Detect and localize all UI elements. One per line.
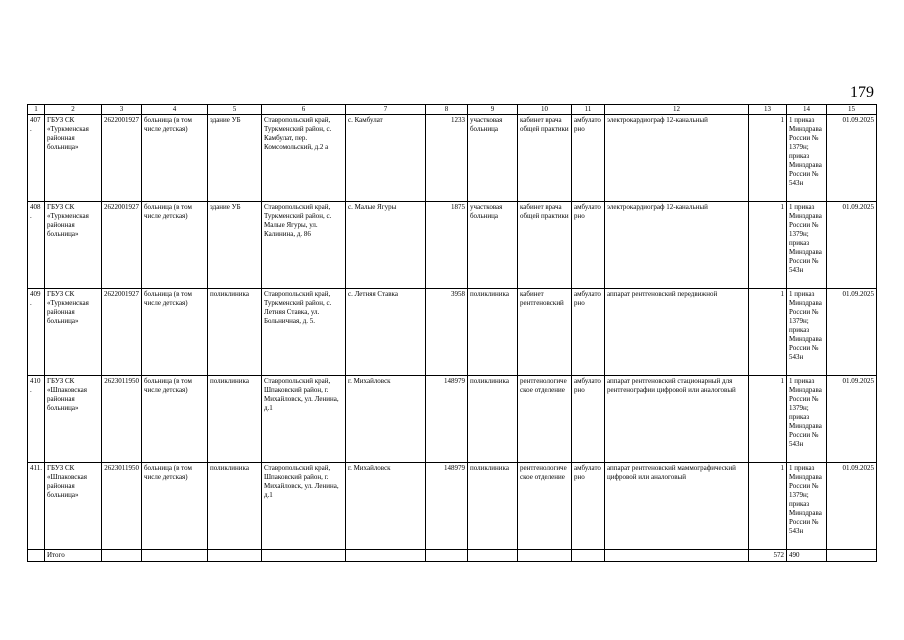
order [787, 463, 827, 550]
date: 01.09.2025 [827, 376, 877, 463]
building: поликлиника [208, 289, 262, 376]
column-header: 10 [518, 105, 572, 115]
quantity-13: 1 [749, 463, 787, 550]
quantity-14: 1 [789, 203, 793, 211]
population: 1233 [426, 115, 468, 202]
care-form: амбулаторно [572, 115, 605, 202]
order-text: приказ Минздрава России № 1379н; приказ Минздрава России № 543н [789, 464, 822, 535]
order-text: приказ Минздрава России № 1379н; приказ Минздрава России № 543н [789, 203, 822, 274]
unit: участковая больница [468, 115, 518, 202]
column-header: 14 [787, 105, 827, 115]
table-row [28, 463, 877, 550]
quantity-13: 1 [749, 376, 787, 463]
building: здание УБ [208, 202, 262, 289]
address: Ставропольский край, Туркменский район, с. Летняя Ставка, ул. Больничная, д. 5. [262, 289, 346, 376]
organization: ГБУЗ СК «Туркменская районная больница» [45, 202, 102, 289]
column-header: 15 [827, 105, 877, 115]
order [787, 115, 827, 202]
row-number: 408. [28, 202, 45, 289]
column-header: 12 [605, 105, 749, 115]
equipment: электрокардиограф 12-канальный [605, 115, 749, 202]
department: рентгенологическое отделение [518, 463, 572, 550]
column-header: 7 [346, 105, 426, 115]
order [787, 202, 827, 289]
equipment-table [27, 104, 877, 562]
unit: поликлиника [468, 463, 518, 550]
inn: 2622001927 [102, 289, 142, 376]
column-header: 1 [28, 105, 45, 115]
address: Ставропольский край, Шпаковский район, г. Михайловск, ул. Ленина, д.1 [262, 463, 346, 550]
column-number-row [28, 105, 877, 115]
equipment: аппарат рентгеновский стационарный для рентгенографии цифровой или аналоговый [605, 376, 749, 463]
building: поликлиника [208, 463, 262, 550]
unit: поликлиника [468, 376, 518, 463]
column-header: 9 [468, 105, 518, 115]
row-number: 409. [28, 289, 45, 376]
row-number: 411. [28, 463, 45, 550]
quantity-14: 1 [789, 464, 793, 472]
quantity-14: 1 [789, 116, 793, 124]
settlement: с. Малые Ягуры [346, 202, 426, 289]
population: 1875 [426, 202, 468, 289]
organization: ГБУЗ СК «Шпаковская районная больница» [45, 463, 102, 550]
inn: 2623011950 [102, 463, 142, 550]
table-row [28, 376, 877, 463]
page-number: 179 [850, 84, 874, 101]
total-quantity-14: 490 [787, 550, 827, 562]
care-form: амбулаторно [572, 202, 605, 289]
table-row [28, 202, 877, 289]
date: 01.09.2025 [827, 115, 877, 202]
order-text: приказ Минздрава России № 1379н; приказ Минздрава России № 543н [789, 290, 822, 361]
organization: ГБУЗ СК «Шпаковская районная больница» [45, 376, 102, 463]
quantity-14: 1 [789, 290, 793, 298]
column-header: 11 [572, 105, 605, 115]
column-header: 5 [208, 105, 262, 115]
equipment: аппарат рентгеновский передвижной [605, 289, 749, 376]
department: рентгенологическое отделение [518, 376, 572, 463]
table-row [28, 289, 877, 376]
facility-type: больница (в том числе детская) [142, 376, 208, 463]
total-quantity-13: 572 [749, 550, 787, 562]
facility-type: больница (в том числе детская) [142, 289, 208, 376]
quantity-13: 1 [749, 115, 787, 202]
column-header: 6 [262, 105, 346, 115]
unit: участковая больница [468, 202, 518, 289]
department: кабинет рентгеновский [518, 289, 572, 376]
department: кабинет врача общей практики [518, 115, 572, 202]
order [787, 289, 827, 376]
population: 3958 [426, 289, 468, 376]
inn: 2622001927 [102, 115, 142, 202]
date: 01.09.2025 [827, 289, 877, 376]
address: Ставропольский край, Туркменский район, с. Малые Ягуры, ул. Калинина, д. 86 [262, 202, 346, 289]
department: кабинет врача общей практики [518, 202, 572, 289]
facility-type: больница (в том числе детская) [142, 463, 208, 550]
inn: 2623011950 [102, 376, 142, 463]
address: Ставропольский край, Шпаковский район, г. Михайловск, ул. Ленина, д.1 [262, 376, 346, 463]
organization: ГБУЗ СК «Туркменская районная больница» [45, 289, 102, 376]
facility-type: больница (в том числе детская) [142, 115, 208, 202]
facility-type: больница (в том числе детская) [142, 202, 208, 289]
column-header: 13 [749, 105, 787, 115]
total-row [28, 550, 877, 562]
quantity-13: 1 [749, 289, 787, 376]
building: поликлиника [208, 376, 262, 463]
care-form: амбулаторно [572, 376, 605, 463]
quantity-14: 1 [789, 377, 793, 385]
column-header: 3 [102, 105, 142, 115]
column-header: 8 [426, 105, 468, 115]
order-text: приказ Минздрава России № 1379н; приказ Минздрава России № 543н [789, 116, 822, 187]
care-form: амбулаторно [572, 289, 605, 376]
care-form: амбулаторно [572, 463, 605, 550]
inn: 2622001927 [102, 202, 142, 289]
row-number: 410. [28, 376, 45, 463]
equipment: электрокардиограф 12-канальный [605, 202, 749, 289]
unit: поликлиника [468, 289, 518, 376]
population: 148979 [426, 463, 468, 550]
equipment: аппарат рентгеновский маммографический цифровой или аналоговый [605, 463, 749, 550]
quantity-13: 1 [749, 202, 787, 289]
order [787, 376, 827, 463]
settlement: с. Камбулат [346, 115, 426, 202]
table-row [28, 115, 877, 202]
date: 01.09.2025 [827, 463, 877, 550]
population: 148979 [426, 376, 468, 463]
column-header: 2 [45, 105, 102, 115]
date: 01.09.2025 [827, 202, 877, 289]
building: здание УБ [208, 115, 262, 202]
organization: ГБУЗ СК «Туркменская районная больница» [45, 115, 102, 202]
row-number: 407. [28, 115, 45, 202]
column-header: 4 [142, 105, 208, 115]
address: Ставропольский край, Туркменский район, с. Камбулат, пер. Комсомольский, д.2 а [262, 115, 346, 202]
settlement: с. Летняя Ставка [346, 289, 426, 376]
settlement: г. Михайловск [346, 463, 426, 550]
order-text: приказ Минздрава России № 1379н; приказ Минздрава России № 543н [789, 377, 822, 448]
total-label: Итого [45, 550, 102, 562]
settlement: г. Михайловск [346, 376, 426, 463]
